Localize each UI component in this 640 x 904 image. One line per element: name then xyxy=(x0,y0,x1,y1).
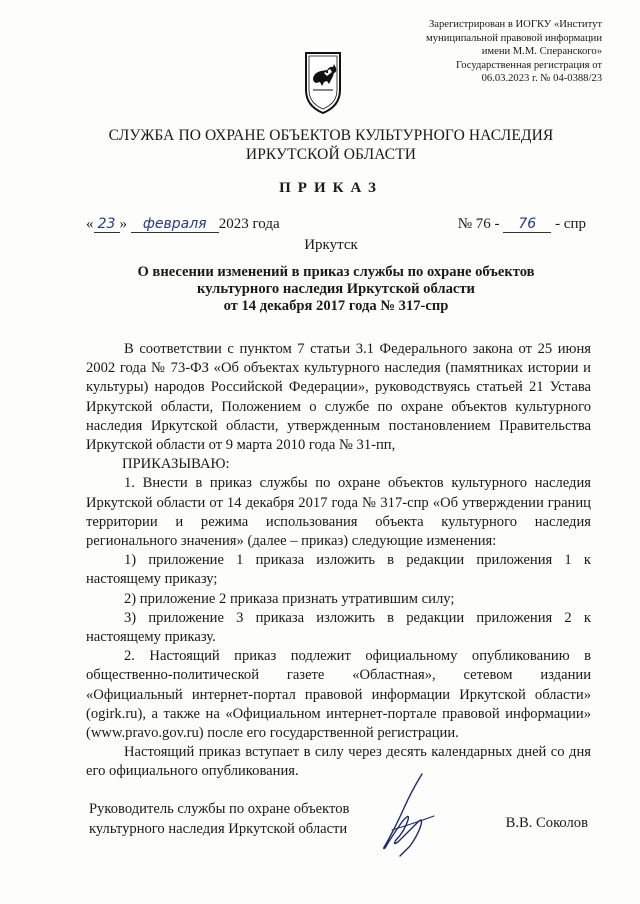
item-1-paragraph: 1. Внести в приказ службы по охране объектов культурного наследия Иркутской области от 14 декабря 2017 года № 317-спр «Об утверждении границ территории и режима использования объекта культурного наследия регионального значения» (далее – приказ) следующие изменения: xyxy=(86,475,591,550)
item-1-3-paragraph: 3) приложение 3 приказа изложить в редакции приложения 2 к настоящему приказу. xyxy=(86,609,591,646)
document-date xyxy=(86,216,280,233)
subject-line: культурного наследия Иркутской области xyxy=(197,281,475,297)
date-quote-open: « xyxy=(86,216,94,232)
signatory-name: В.В. Соколов xyxy=(505,815,588,831)
item-1-1-paragraph: 1) приложение 1 приказа изложить в редакции приложения 1 к настоящему приказу; xyxy=(86,552,591,588)
org-line: СЛУЖБА ПО ОХРАНЕ ОБЪЕКТОВ КУЛЬТУРНОГО НАСЛЕДИЯ xyxy=(108,127,554,144)
position-line: культурного наследия Иркутской области xyxy=(89,820,348,837)
date-quote-close: » xyxy=(119,216,127,232)
position-line: Руководитель службы по охране объектов xyxy=(89,801,350,817)
effective-date-paragraph: Настоящий приказ вступает в силу через десять календарных дней со дня его официального опубликования. xyxy=(86,744,591,780)
number-value: 76 xyxy=(518,216,537,232)
number-suffix: - спр xyxy=(555,216,586,232)
preamble-paragraph: В соответствии с пунктом 7 статьи 3.1 Федерального закона от 25 июня 2002 года № 73-ФЗ «Об объектах культурного наследия (памятниках истории и культуры) народов Российской Федерации», руководствуясь статьей 21 Устава Иркутской области, Положением о службе по охране объектов культурного наследия Иркутской области, утвержденным постановлением Правительства Иркутской области от 9 марта 2010 года № 31-пп, xyxy=(86,341,591,454)
document-subject xyxy=(0,264,640,315)
signatory-position xyxy=(89,800,349,839)
stamp-line: 06.03.2023 г. № 04-0388/23 xyxy=(481,73,602,85)
number-field xyxy=(503,217,551,233)
org-line: ИРКУТСКОЙ ОБЛАСТИ xyxy=(245,146,417,163)
order-word: ПРИКАЗЫВАЮ: xyxy=(122,456,230,473)
date-month: февраля xyxy=(142,216,207,232)
stamp-line: муниципальной правовой информации xyxy=(426,32,602,44)
date-day-field xyxy=(94,217,120,233)
subject-line: О внесении изменений в приказ службы по охране объектов xyxy=(137,264,535,280)
stamp-line: Зарегистрирован в ИОГКУ «Институт xyxy=(428,19,602,30)
item-2-paragraph: 2. Настоящий приказ подлежит официальному опубликованию в общественно-политической газете «Областная», сетевом издании «Официальный интернет-портал правовой информации Иркутской области» (ogirk.ru), а также на «Официальном интернет-портале правовой информации» (www.pravo.gov.ru) после его государственной регистрации. xyxy=(86,648,591,742)
number-prefix: № 76 - xyxy=(457,216,500,232)
item-1-2-paragraph: 2) приложение 2 приказа признать утратившим силу; xyxy=(124,590,455,607)
irkutsk-coat-of-arms-icon xyxy=(303,50,343,116)
document-body xyxy=(86,340,591,782)
document-type: ПРИКАЗ xyxy=(279,180,383,196)
date-month-field xyxy=(131,217,219,233)
document-number xyxy=(458,216,586,233)
organization-name xyxy=(0,126,640,164)
city: Иркутск xyxy=(304,237,358,253)
registration-stamp xyxy=(392,18,602,86)
stamp-line: Государственная регистрация от xyxy=(456,59,602,71)
subject-line: от 14 декабря 2017 года № 317-спр xyxy=(223,298,449,314)
date-day: 23 xyxy=(97,216,116,232)
stamp-line: имени М.М. Сперанского» xyxy=(481,46,602,58)
handwritten-signature-icon xyxy=(352,770,452,860)
date-year: 2023 года xyxy=(218,216,280,232)
